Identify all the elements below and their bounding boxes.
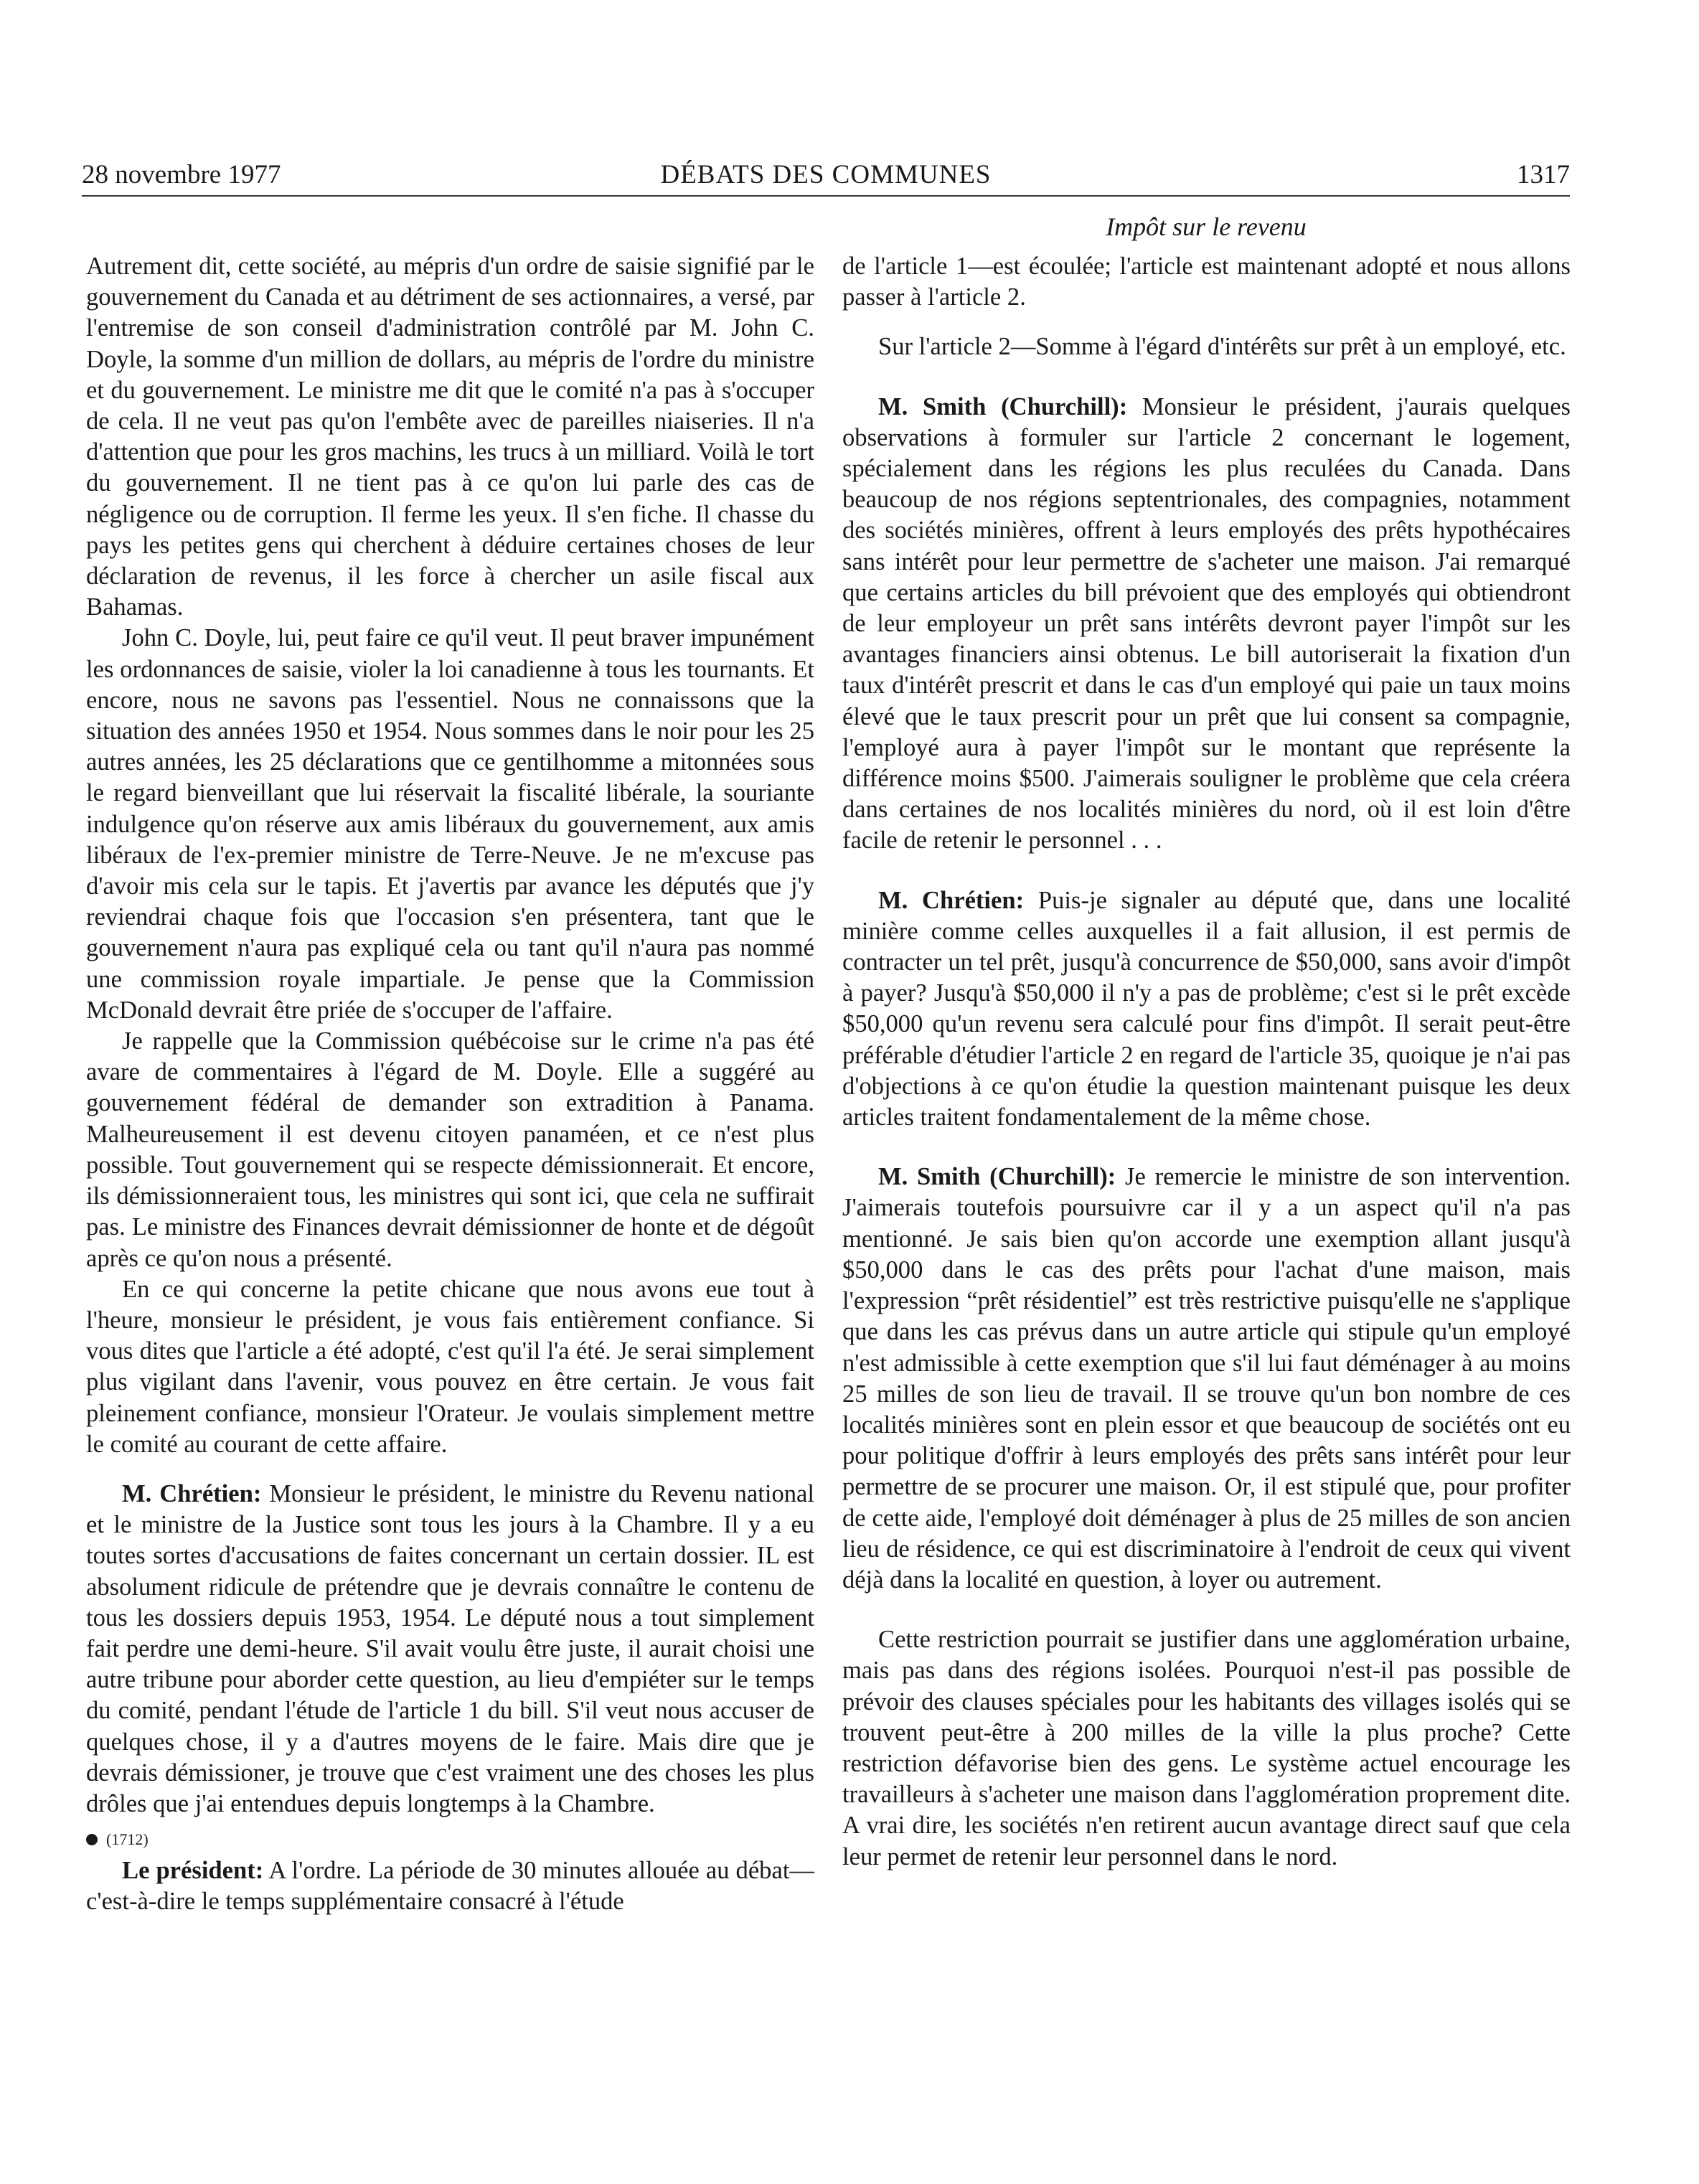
speech-paragraph bbox=[842, 392, 1571, 857]
paragraph: Je rappelle que la Commission québécoise sur le crime n'a pas été avare de commentaires à l'égard de M. Doyle. Elle a suggéré au gouvernement fédéral de demander son extradition à Panama. Malheureusement il est devenu citoyen panaméen, et ce n'est plus possible. Tout gouvernement qui se respecte démissionnerait. Et encore, ils démissionneraient tous, les ministres qui sont ici, que cela ne suffirait pas. Le ministre des Finances devrait démissionner de honte et de dégoût après ce qu'on nous a présenté. bbox=[86, 1027, 814, 1272]
paragraph: En ce qui concerne la petite chicane que nous avons eue tout à l'heure, monsieur le président, je vous fais entièrement confiance. Si vous dites que l'article a été adopté, c'est qu'il l'a été. Je serai simplement plus vigilant dans l'avenir, vous pouvez en être certain. Je vous fait pleinement confiance, monsieur l'Orateur. Je voulais simplement mettre le comité au courant de cette affaire. bbox=[86, 1275, 814, 1458]
paragraph: John C. Doyle, lui, peut faire ce qu'il veut. Il peut braver impunément les ordonnances de saisie, violer la loi canadienne à tous les tournants. Et encore, nous ne savons pas l'essentiel. Nous ne connaissons que la situation des années 1950 et 1954. Nous sommes dans le noir pour les 25 autres années, les 25 déclarations que ce gentilhomme a mitonnées sous le regard bienveillant que lui réservait la fiscalité libérale, la souriante indulgence qu'on réserve aux amis libéraux du gouvernement, aux amis libéraux de l'ex-premier ministre de Terre-Neuve. Je ne m'excuse pas d'avoir mis cela sur le tapis. Et j'avertis par avance les députés que j'y reviendrai chaque fois que l'occasion s'en présentera, tant que le gouvernement n'aura pas expliqué cela ou tant qu'il n'aura pas nommé une commission royale impartiale. Je pense que la Commission McDonald devrait être priée de s'occuper de l'affaire. bbox=[86, 624, 814, 1024]
speech-text: A l'ordre. La période de 30 minutes allouée au débat—c'est-à-dire le temps supplémentaire consacré à l'étude bbox=[86, 1857, 814, 1916]
page-header bbox=[82, 159, 1570, 197]
speech-paragraph bbox=[86, 1855, 814, 1917]
speech-paragraph bbox=[842, 885, 1571, 1134]
time-marker bbox=[86, 1825, 814, 1854]
speaker-name: M. Chrétien: bbox=[878, 886, 1025, 914]
speech-paragraph bbox=[86, 1479, 814, 1820]
paragraph: Cette restriction pourrait se justifier dans une agglomération urbaine, mais pas dans des régions isolées. Pourquoi n'est-il pas possible de prévoir des clauses spéciales pour les habitants des villages isolés qui se trouvent peut-être à 200 milles de la ville la plus proche? Cette restriction défavorise bien des gens. Le système actuel encourage les travailleurs à s'acheter une maison dans l'agglomération proprement dite. A vrai dire, les sociétés n'en retirent aucun avantage direct sauf que cela leur permet de retenir leur personnel dans le nord. bbox=[842, 1626, 1571, 1870]
header-title: DÉBATS DES COMMUNES bbox=[660, 160, 992, 189]
right-column bbox=[842, 251, 1571, 1873]
left-column bbox=[86, 251, 814, 1918]
page-number: 1317 bbox=[1517, 160, 1570, 189]
speaker-name: M. Smith (Churchill): bbox=[878, 1163, 1116, 1191]
section-subhead: Impôt sur le revenu bbox=[1106, 212, 1307, 241]
paragraph: Sur l'article 2—Somme à l'égard d'intérêts sur prêt à un employé, etc. bbox=[878, 333, 1566, 361]
bullet-icon bbox=[86, 1834, 98, 1845]
header-date: 28 novembre 1977 bbox=[82, 160, 281, 189]
paragraph: Autrement dit, cette société, au mépris d'un ordre de saisie signifié par le gouvernement du Canada et au détriment de ses actionnaires, a versé, par l'entremise de son conseil d'administration contrôlé par M. John C. Doyle, la somme d'un million de dollars, au mépris de l'ordre du ministre et du gouvernement. Le ministre me dit que le comité n'a pas à s'occuper de cela. Il ne veut pas qu'on l'embête avec de pareilles niaiseries. Il n'a d'attention que pour les gros machins, les trucs à un milliard. Voilà le tort du gouvernement. Il ne tient pas à ce qu'on lui parle des cas de négligence ou de corruption. Il ferme les yeux. Il s'en fiche. Il chasse du pays les petites gens qui cherchent à déduire certaines choses de leur déclaration de revenus, il les force à chercher un asile fiscal aux Bahamas. bbox=[86, 253, 814, 621]
speaker-name: M. Chrétien: bbox=[122, 1479, 262, 1507]
speech-text: Monsieur le président, j'aurais quelques observations à formuler sur l'article 2 concernant le logement, spécialement dans les régions les plus reculées du Canada. Dans beaucoup de nos régions septentrionales, des compagnies, notamment des sociétés minières, offrent à leurs employés des prêts hypothécaires sans intérêt pour leur permettre de s'acheter une maison. J'ai remarqué que certains articles du bill prévoient que des employés qui obtiendront de leur employeur un prêt sans intérêts devront payer l'impôt sur les avantages financiers ainsi obtenus. Le bill autoriserait la fixation d'un taux d'intérêt prescrit et dans le cas d'un employé qui paie un taux moins élevé que le taux prescrit pour un prêt que lui consent sa compagnie, l'employé aura à payer l'impôt sur le montant que représente la différence moins $500. J'aimerais souligner le problème que cela créera dans certaines de nos localités minières du nord, où il est loin d'être facile de retenir le personnel . . . bbox=[842, 392, 1571, 855]
speech-paragraph bbox=[842, 1162, 1571, 1596]
speech-text: Monsieur le président, le ministre du Revenu national et le ministre de la Justice sont tous les jours à la Chambre. Il y a eu toutes sortes d'accusations de faites concernant un certain dossier. IL est absolument ridicule de prétendre que je devrais connaître le contenu de tous les dossiers depuis 1953, 1954. Le député nous a tout simplement fait perdre une demi-heure. S'il avait voulu être juste, il aurait choisi une autre tribune pour aborder cette question, au lieu d'empiéter sur le temps du comité, pendant l'étude de l'article 1 du bill. S'il veut nous accuser de quelques chose, il y a d'autres moyens de le faire. Mais dire que je devrais démissioner, je trouve que c'est vraiment une des choses les plus drôles que j'ai entendues depuis longtemps à la Chambre. bbox=[86, 1479, 815, 1817]
time-marker-text: (1712) bbox=[106, 1830, 149, 1849]
speech-text: Puis-je signaler au député que, dans une localité minière comme celles auxquelles il a fait allusion, il est permis de contracter un tel prêt, jusqu'à concurrence de $50,000, sans avoir d'impôt à payer? Jusqu'à $50,000 il n'y a pas de problème; c'est si le prêt excède $50,000 qu'un revenu sera calculé pour fins d'impôt. Il serait peut-être préférable d'étudier l'article 2 en regard de l'article 35, quoique je n'ai pas d'objections à ce qu'on étudie la question maintenant puisque les deux articles traitent fondamentalement de la même chose. bbox=[842, 886, 1571, 1131]
speaker-name: Le président: bbox=[122, 1857, 264, 1885]
paragraph: de l'article 1—est écoulée; l'article est maintenant adopté et nous allons passer à l'article 2. bbox=[842, 253, 1571, 311]
speech-text: Je remercie le ministre de son intervention. J'aimerais toutefois poursuivre car il y a un aspect qu'il n'a pas mentionné. Je sais bien qu'on accorde une exemption allant jusqu'à $50,000 dans le cas des prêts pour l'achat d'une maison, mais l'expression “prêt résidentiel” est très restrictive puisqu'elle ne s'applique que dans les cas prévus dans un autre article qui stipule qu'un employé n'est admissible à cette exemption que s'il lui faut déménager à au moins 25 milles de son lieu de travail. Il se trouve qu'un bon nombre de ces localités minières sont en plein essor et que beaucoup de sociétés ont eu pour politique d'offrir à leurs employés des prêts sans intérêt pour leur permettre de se procurer une maison. Or, il est stipulé que, pour profiter de cette aide, l'employé doit déménager à plus de 25 milles de son ancien lieu de résidence, ce qui est discriminatoire à l'endroit de ceux qui vivent déjà dans la localité en question, à loyer ou autrement. bbox=[842, 1163, 1571, 1594]
speaker-name: M. Smith (Churchill): bbox=[878, 392, 1128, 420]
